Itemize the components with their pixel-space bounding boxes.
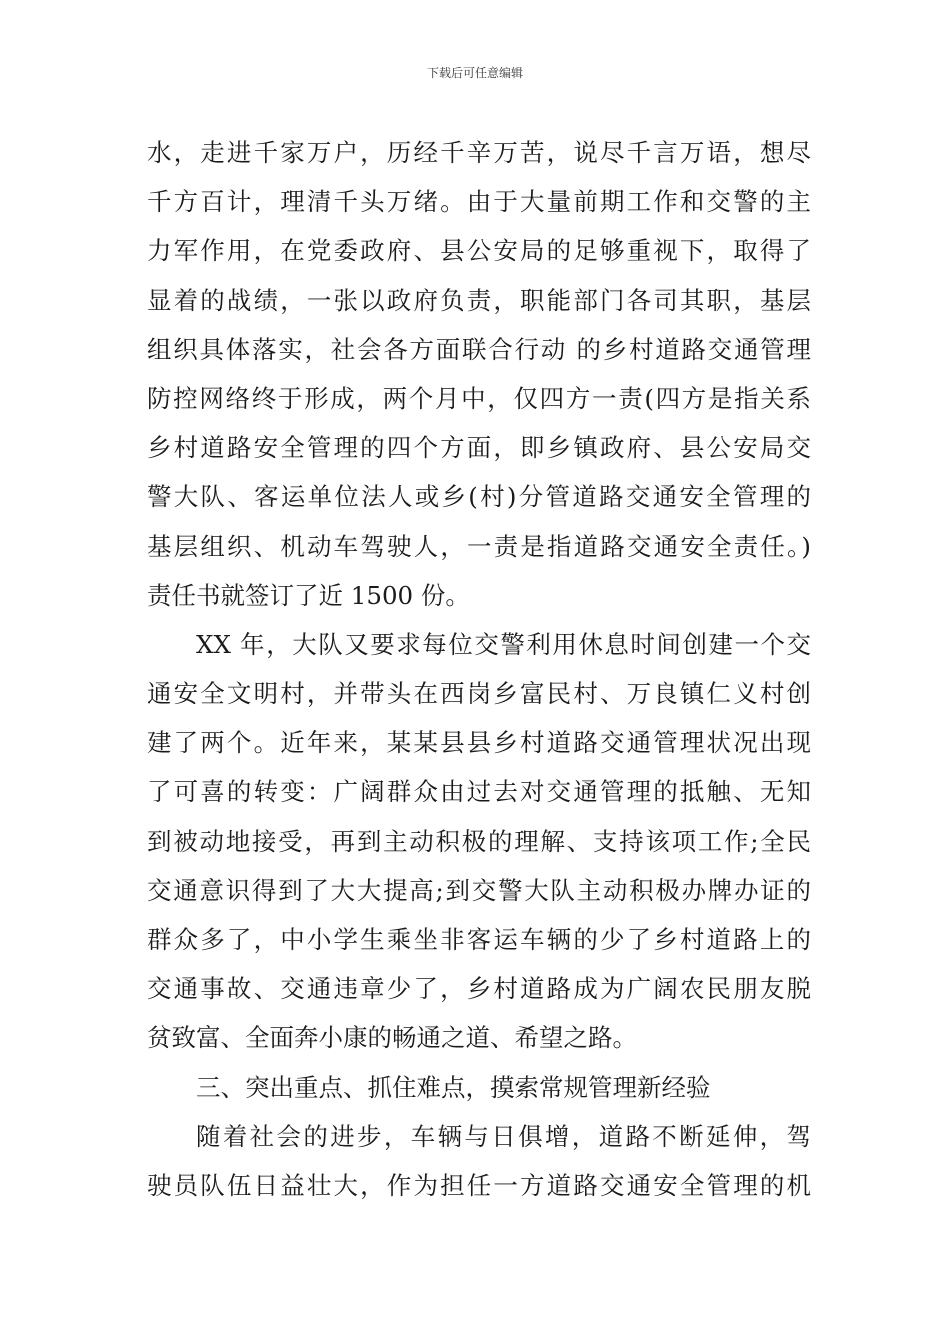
text-line: 基层组织、机动车驾驶人，一责是指道路交通安全责任。) [147, 531, 811, 561]
text-line: 三、突出重点、抓住难点，摸索常规管理新经验 [196, 1072, 711, 1102]
document-body [147, 128, 811, 1210]
text-line: 建了两个。近年来，某某县县乡村道路交通管理状况出现 [147, 728, 811, 758]
text-line: XX 年，大队又要求每位交警利用休息时间创建一个交 [196, 629, 811, 659]
text-line: 通安全文明村，并带头在西岗乡富民村、万良镇仁义村创 [147, 679, 811, 709]
text-line: 到被动地接受，再到主动积极的理解、支持该项工作;全民 [147, 826, 811, 856]
text-line: 水，走进千家万户，历经千辛万苦，说尽千言万语，想尽 [147, 138, 811, 167]
text-line: 显着的战绩，一张以政府负责，职能部门各司其职，基层 [147, 285, 811, 315]
section-heading [147, 1063, 811, 1112]
text-line: 千方百计，理清千头万绪。由于大量前期工作和交警的主 [147, 187, 811, 217]
paragraph [147, 620, 811, 1063]
text-line: 群众多了，中小学生乘坐非客运车辆的少了乡村道路上的 [147, 925, 811, 954]
text-line: 了可喜的转变：广阔群众由过去对交通管理的抵触、无知 [147, 777, 811, 807]
text-line: 交通意识得到了大大提高;到交警大队主动积极办牌办证的 [147, 875, 811, 905]
text-line: 组织具体落实，社会各方面联合行动 的乡村道路交通管理 [147, 334, 811, 364]
text-line: 责任书就签订了近 1500 份。 [147, 580, 470, 610]
text-line: 驶员队伍日益壮大，作为担任一方道路交通安全管理的机 [147, 1170, 811, 1200]
page-header: 下载后可任意编辑 [426, 66, 523, 80]
paragraph [147, 128, 811, 620]
text-line: 警大队、客运单位法人或乡(村)分管道路交通安全管理的 [147, 482, 811, 512]
text-line: 随着社会的进步，车辆与日俱增，道路不断延伸，驾 [196, 1121, 811, 1151]
text-line: 力军作用，在党委政府、县公安局的足够重视下，取得了 [147, 236, 811, 266]
paragraph [147, 1112, 811, 1210]
text-line: 贫致富、全面奔小康的畅通之道、希望之路。 [147, 1023, 637, 1053]
text-line: 乡村道路安全管理的四个方面，即乡镇政府、县公安局交 [147, 433, 811, 463]
text-line: 防控网络终于形成，两个月中，仅四方一责(四方是指关系 [147, 383, 811, 413]
text-line: 交通事故、交通违章少了，乡村道路成为广阔农民朋友脱 [147, 974, 811, 1004]
